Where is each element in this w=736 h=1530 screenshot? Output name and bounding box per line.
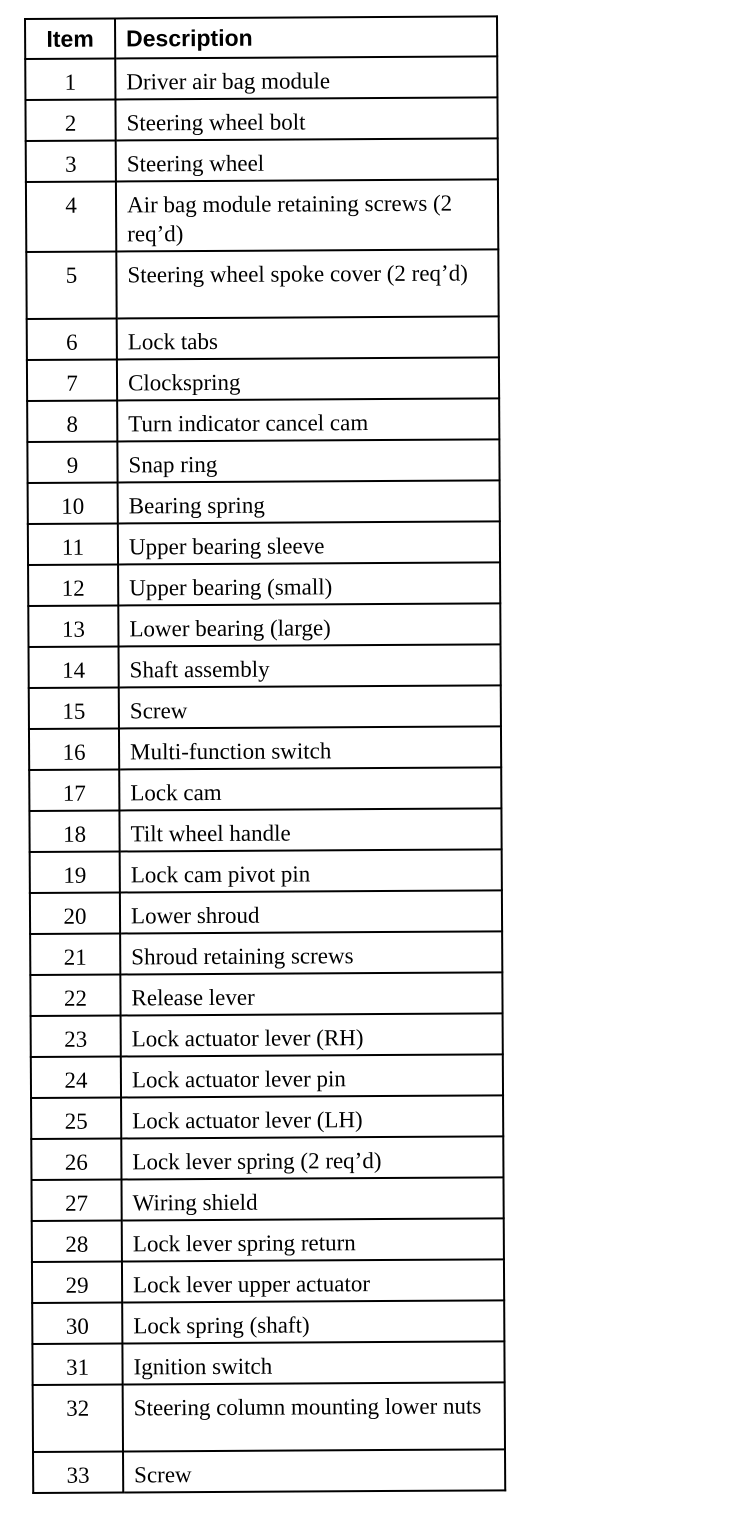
table-row — [28, 562, 500, 606]
item-number: 16 — [29, 728, 119, 770]
item-number: 11 — [28, 523, 118, 565]
item-description: Lower shroud — [120, 890, 502, 933]
column-header-description: Description — [115, 16, 497, 58]
table-row — [28, 603, 500, 647]
item-description: Steering wheel bolt — [115, 97, 497, 140]
table-header-row — [25, 16, 497, 59]
item-description: Snap ring — [117, 439, 499, 482]
item-number: 2 — [25, 99, 115, 141]
item-description: Lock lever upper actuator — [122, 1259, 504, 1302]
item-description: Tilt wheel handle — [119, 808, 501, 851]
table-row — [29, 644, 501, 688]
item-description: Wiring shield — [121, 1177, 503, 1220]
item-description: Lock actuator lever (RH) — [121, 1013, 503, 1056]
item-number: 13 — [28, 605, 118, 647]
item-description: Screw — [119, 685, 501, 728]
table-row — [32, 1300, 504, 1344]
item-number: 29 — [32, 1261, 122, 1303]
item-description: Air bag module retaining screws (2 req’d) — [116, 179, 498, 251]
item-number: 1 — [25, 58, 115, 100]
table-row — [28, 521, 500, 565]
item-number: 14 — [29, 646, 119, 688]
table-row — [31, 1177, 503, 1221]
table-row — [32, 1341, 504, 1385]
item-number: 12 — [28, 564, 118, 606]
item-description: Lock actuator lever pin — [121, 1054, 503, 1097]
item-description: Lock cam pivot pin — [120, 849, 502, 892]
item-number: 26 — [31, 1138, 121, 1180]
item-description: Steering wheel spoke cover (2 req’d) — [116, 249, 498, 318]
item-description: Lower bearing (large) — [118, 603, 500, 646]
table-row — [25, 56, 497, 100]
table-row — [29, 726, 501, 770]
table-row — [30, 972, 502, 1016]
item-description: Clockspring — [117, 357, 499, 400]
item-number: 17 — [29, 769, 119, 811]
item-description: Shroud retaining screws — [120, 931, 502, 974]
item-description: Lock lever spring (2 req’d) — [121, 1136, 503, 1179]
table-row — [32, 1218, 504, 1262]
item-number: 22 — [30, 974, 120, 1016]
item-number: 27 — [31, 1179, 121, 1221]
item-description: Steering column mounting lower nuts — [123, 1382, 505, 1451]
item-description: Lock tabs — [117, 316, 499, 359]
item-number: 28 — [32, 1220, 122, 1262]
table-row — [32, 1259, 504, 1303]
table-row — [27, 357, 499, 401]
item-description: Lock cam — [119, 767, 501, 810]
item-description: Turn indicator cancel cam — [117, 398, 499, 441]
item-description: Multi-function switch — [119, 726, 501, 769]
table-row — [30, 931, 502, 975]
table-row — [27, 439, 499, 483]
table-row — [26, 138, 498, 182]
table-row — [33, 1382, 505, 1452]
item-number: 3 — [26, 140, 116, 182]
item-number: 4 — [26, 181, 116, 252]
table-row — [25, 97, 497, 141]
table-row — [31, 1054, 503, 1098]
item-description: Release lever — [120, 972, 502, 1015]
item-number: 23 — [31, 1015, 121, 1057]
table-row — [31, 1136, 503, 1180]
item-number: 33 — [33, 1451, 123, 1493]
table-row — [29, 767, 501, 811]
item-description: Lock lever spring return — [122, 1218, 504, 1261]
item-number: 9 — [27, 441, 117, 483]
item-description: Driver air bag module — [115, 56, 497, 99]
item-description: Shaft assembly — [119, 644, 501, 687]
item-number: 20 — [30, 892, 120, 934]
parts-legend-table — [24, 15, 506, 1494]
item-description: Lock spring (shaft) — [122, 1300, 504, 1343]
item-description: Bearing spring — [118, 480, 500, 523]
table-row — [28, 480, 500, 524]
item-description: Screw — [123, 1449, 505, 1492]
column-header-item: Item — [25, 18, 115, 59]
table-row — [33, 1449, 505, 1493]
item-number: 7 — [27, 359, 117, 401]
item-number: 8 — [27, 400, 117, 442]
table-row — [27, 316, 499, 360]
table-row — [30, 890, 502, 934]
item-number: 19 — [30, 851, 120, 893]
item-number: 21 — [30, 933, 120, 975]
table-row — [26, 249, 498, 319]
table-row — [30, 849, 502, 893]
item-description: Upper bearing (small) — [118, 562, 500, 605]
item-description: Lock actuator lever (LH) — [121, 1095, 503, 1138]
item-number: 15 — [29, 687, 119, 729]
item-number: 32 — [33, 1384, 123, 1452]
table-row — [29, 685, 501, 729]
table-row — [31, 1095, 503, 1139]
item-number: 31 — [32, 1343, 122, 1385]
item-description: Steering wheel — [116, 138, 498, 181]
table-row — [31, 1013, 503, 1057]
table-row — [29, 808, 501, 852]
item-number: 10 — [28, 482, 118, 524]
item-number: 30 — [32, 1302, 122, 1344]
item-number: 5 — [26, 251, 116, 319]
table-row — [27, 398, 499, 442]
item-description: Ignition switch — [122, 1341, 504, 1384]
table-row — [26, 179, 498, 252]
item-description: Upper bearing sleeve — [118, 521, 500, 564]
item-number: 24 — [31, 1056, 121, 1098]
item-number: 25 — [31, 1097, 121, 1139]
item-number: 6 — [27, 318, 117, 360]
item-number: 18 — [29, 810, 119, 852]
